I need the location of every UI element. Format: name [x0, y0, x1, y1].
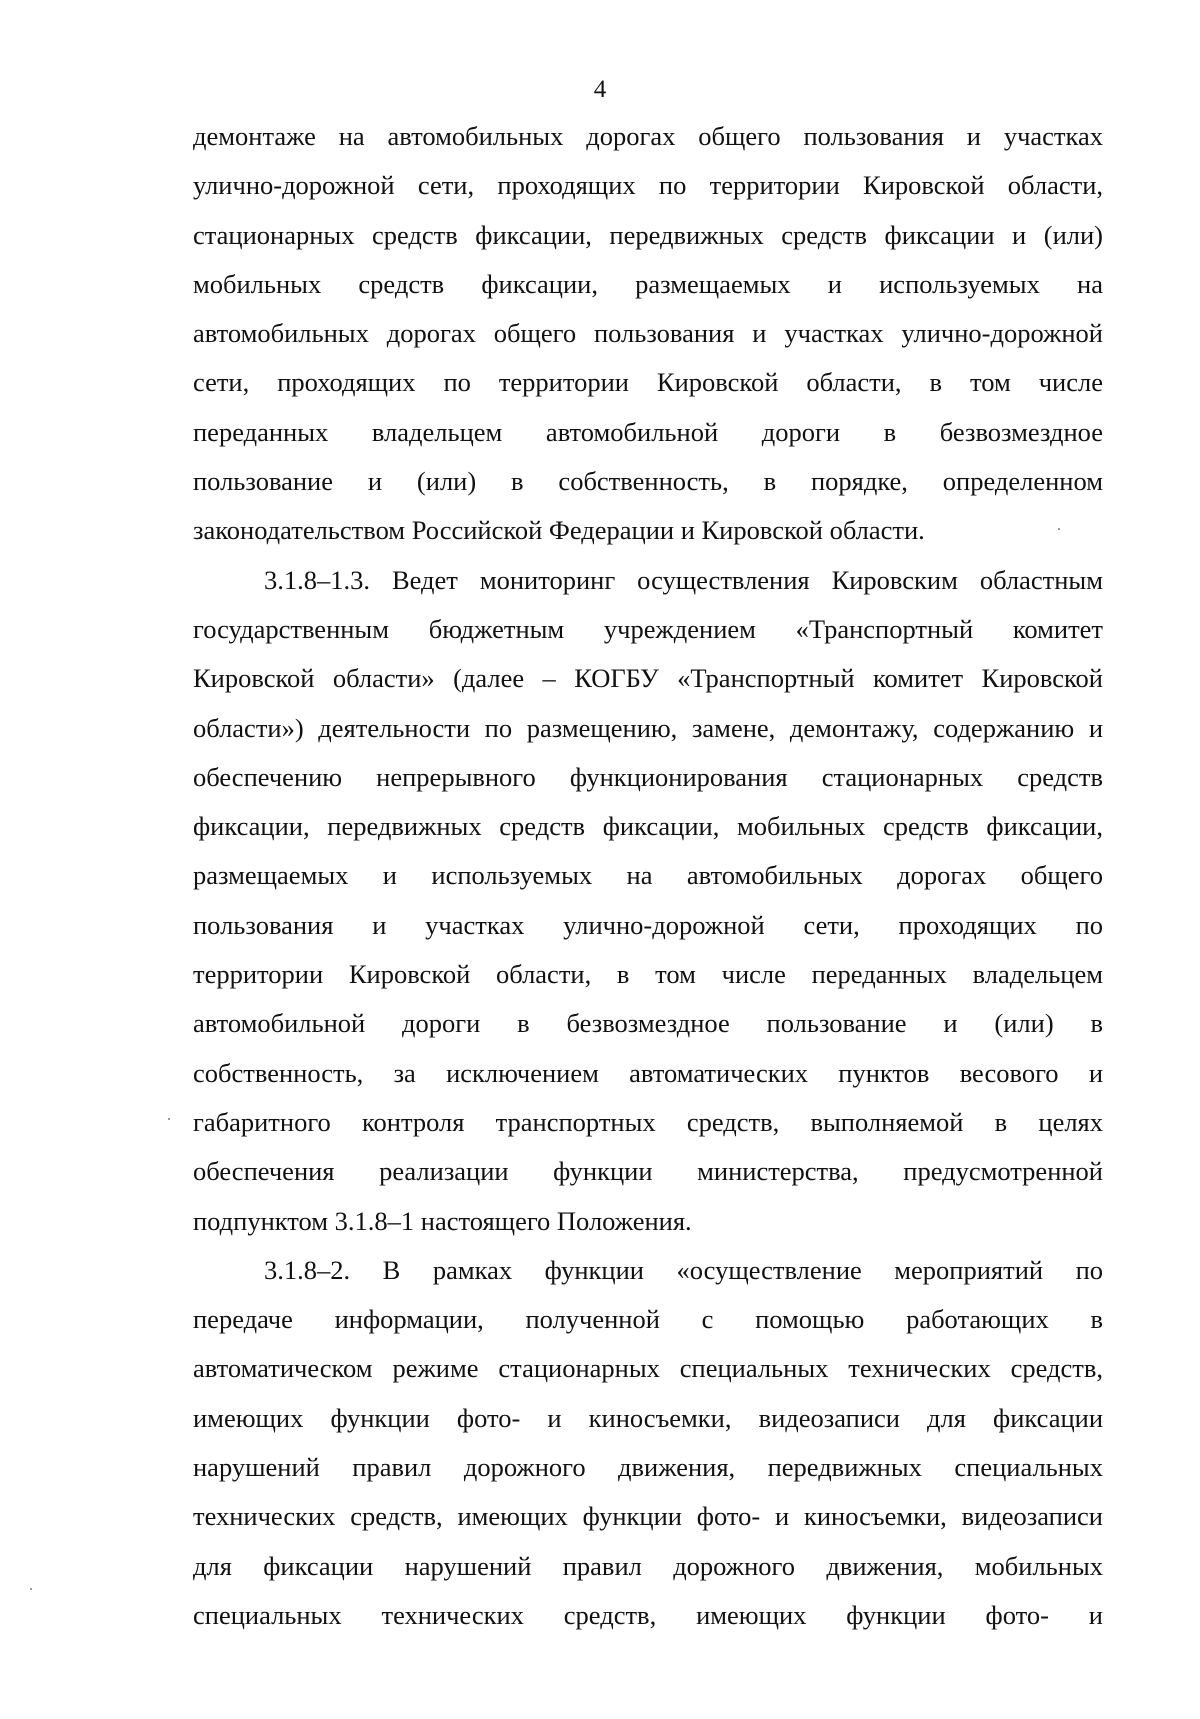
text-line: государственным бюджетным учреждением «Транспортный комитет — [193, 613, 1103, 644]
paragraph-3-1-8-1-3 — [193, 556, 1103, 1246]
text-line: размещаемых и используемых на автомобильных дорогах общего — [193, 860, 1103, 891]
text-line: обеспечению непрерывного функционирования стационарных средств — [193, 761, 1103, 792]
text-line: технических средств, имеющих функции фото- и киносъемки, видеозаписи — [193, 1501, 1103, 1532]
text-line: Кировской области» (далее – КОГБУ «Транспортный комитет Кировской — [193, 663, 1103, 694]
text-line: демонтаже на автомобильных дорогах общего пользования и участках — [193, 121, 1103, 151]
text-line: территории Кировской области, в том числе переданных владельцем — [193, 959, 1103, 990]
text-line: улично-дорожной сети, проходящих по территории Кировской области, — [193, 170, 1103, 201]
text-line: сети, проходящих по территории Кировской области, в том числе — [193, 367, 1103, 398]
text-line: фиксации, передвижных средств фиксации, мобильных средств фиксации, — [193, 811, 1103, 842]
text-line: габаритного контроля транспортных средств, выполняемой в целях — [193, 1106, 1103, 1137]
page-number: 4 — [593, 76, 607, 103]
text-line: переданных владельцем автомобильной дороги в безвозмездное — [193, 416, 1103, 447]
text-line: специальных технических средств, имеющих функции фото- и — [193, 1599, 1103, 1630]
text-line: законодательством Российской Федерации и Кировской области. — [193, 515, 925, 546]
scan-speck — [1058, 528, 1060, 530]
paragraph-continuation — [193, 112, 1103, 556]
scan-speck — [168, 1118, 170, 1120]
scan-speck — [30, 1588, 32, 1590]
text-line: 3.1.8–1.3. Ведет мониторинг осуществления Кировским областным — [264, 564, 1103, 595]
text-line: подпунктом 3.1.8–1 настоящего Положения. — [193, 1205, 692, 1236]
text-line: для фиксации нарушений правил дорожного движения, мобильных — [193, 1550, 1103, 1581]
text-line: автомобильных дорогах общего пользования и участках улично-дорожной — [193, 318, 1103, 349]
paragraph-3-1-8-2 — [193, 1246, 1103, 1640]
text-line: области») деятельности по размещению, замене, демонтажу, содержанию и — [193, 712, 1103, 743]
text-line: автоматическом режиме стационарных специальных технических средств, — [193, 1353, 1103, 1384]
text-line: нарушений правил дорожного движения, передвижных специальных — [193, 1452, 1103, 1483]
text-line: мобильных средств фиксации, размещаемых и используемых на — [193, 268, 1103, 299]
text-line: пользования и участках улично-дорожной сети, проходящих по — [193, 909, 1103, 940]
document-body — [193, 112, 1103, 1640]
text-line: стационарных средств фиксации, передвижных средств фиксации и (или) — [193, 219, 1103, 250]
text-line: автомобильной дороги в безвозмездное пользование и (или) в — [193, 1008, 1103, 1039]
text-line: 3.1.8–2. В рамках функции «осуществление мероприятий по — [264, 1254, 1103, 1285]
text-line: передаче информации, полученной с помощью работающих в — [193, 1304, 1103, 1335]
text-line: обеспечения реализации функции министерства, предусмотренной — [193, 1156, 1103, 1187]
text-line: имеющих функции фото- и киносъемки, видеозаписи для фиксации — [193, 1402, 1103, 1433]
text-line: пользование и (или) в собственность, в порядке, определенном — [193, 466, 1103, 497]
text-line: собственность, за исключением автоматических пунктов весового и — [193, 1057, 1103, 1088]
